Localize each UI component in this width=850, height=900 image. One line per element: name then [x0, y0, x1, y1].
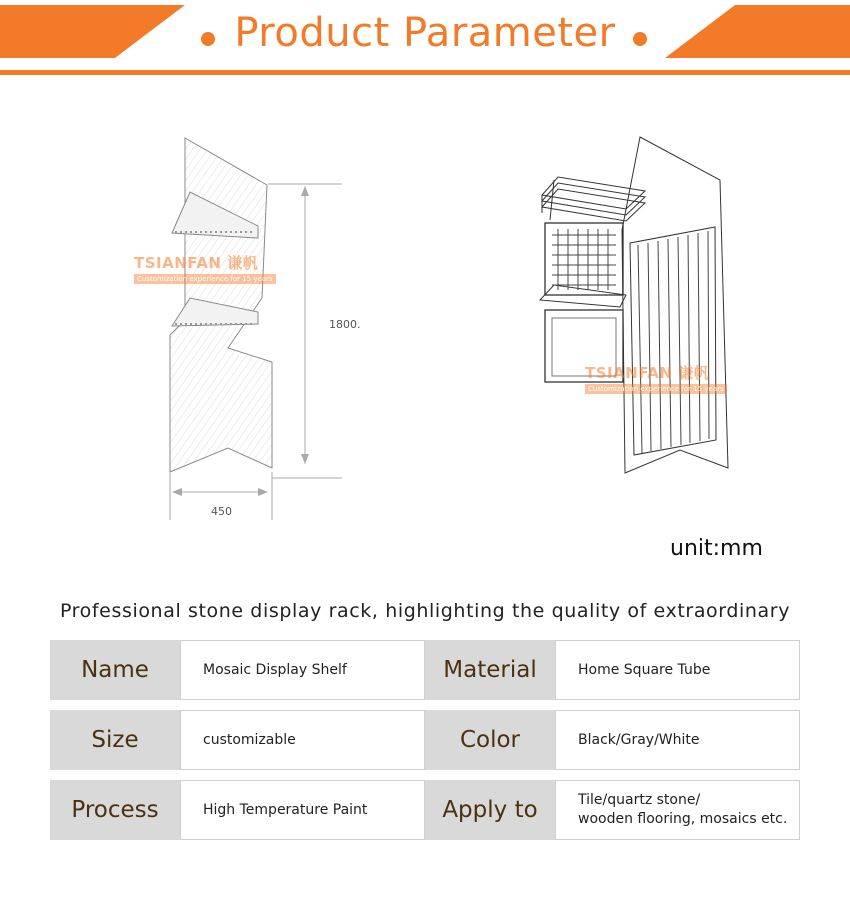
param-value: Mosaic Display Shelf	[180, 640, 425, 700]
header-banner	[0, 0, 850, 80]
param-value	[555, 780, 800, 840]
param-label: Size	[50, 710, 180, 770]
watermark-right	[585, 362, 727, 394]
param-value: Black/Gray/White	[555, 710, 800, 770]
banner-underline	[0, 70, 850, 75]
table-row	[50, 780, 800, 840]
product-tagline: Professional stone display rack, highlighting the quality of extraordinary	[59, 600, 791, 622]
product-drawings	[0, 100, 850, 540]
param-value: customizable	[180, 710, 425, 770]
height-dimension: 1800.	[329, 318, 361, 331]
param-value: Home Square Tube	[555, 640, 800, 700]
watermark-tagline: Customization experience for 15 years	[134, 274, 276, 284]
table-row	[50, 640, 800, 700]
param-label: Process	[50, 780, 180, 840]
parameter-table	[50, 640, 800, 840]
param-label: Apply to	[425, 780, 555, 840]
param-value-line: Tile/quartz stone/	[578, 792, 701, 809]
watermark-left	[134, 252, 276, 284]
param-value: High Temperature Paint	[180, 780, 425, 840]
param-value-line: wooden flooring, mosaics etc.	[578, 811, 788, 827]
unit-label: unit:mm	[670, 536, 763, 561]
param-label: Material	[425, 640, 555, 700]
table-row	[50, 710, 800, 770]
watermark-brand: TSIANFAN 谦帆	[585, 364, 710, 382]
page-title: Product Parameter	[234, 10, 616, 56]
watermark-brand: TSIANFAN 谦帆	[134, 254, 259, 272]
watermark-tagline: Customization experience for 15 years	[585, 384, 727, 394]
param-label: Name	[50, 640, 180, 700]
param-label: Color	[425, 710, 555, 770]
width-dimension: 450	[211, 505, 232, 518]
perspective-drawing	[530, 135, 790, 495]
